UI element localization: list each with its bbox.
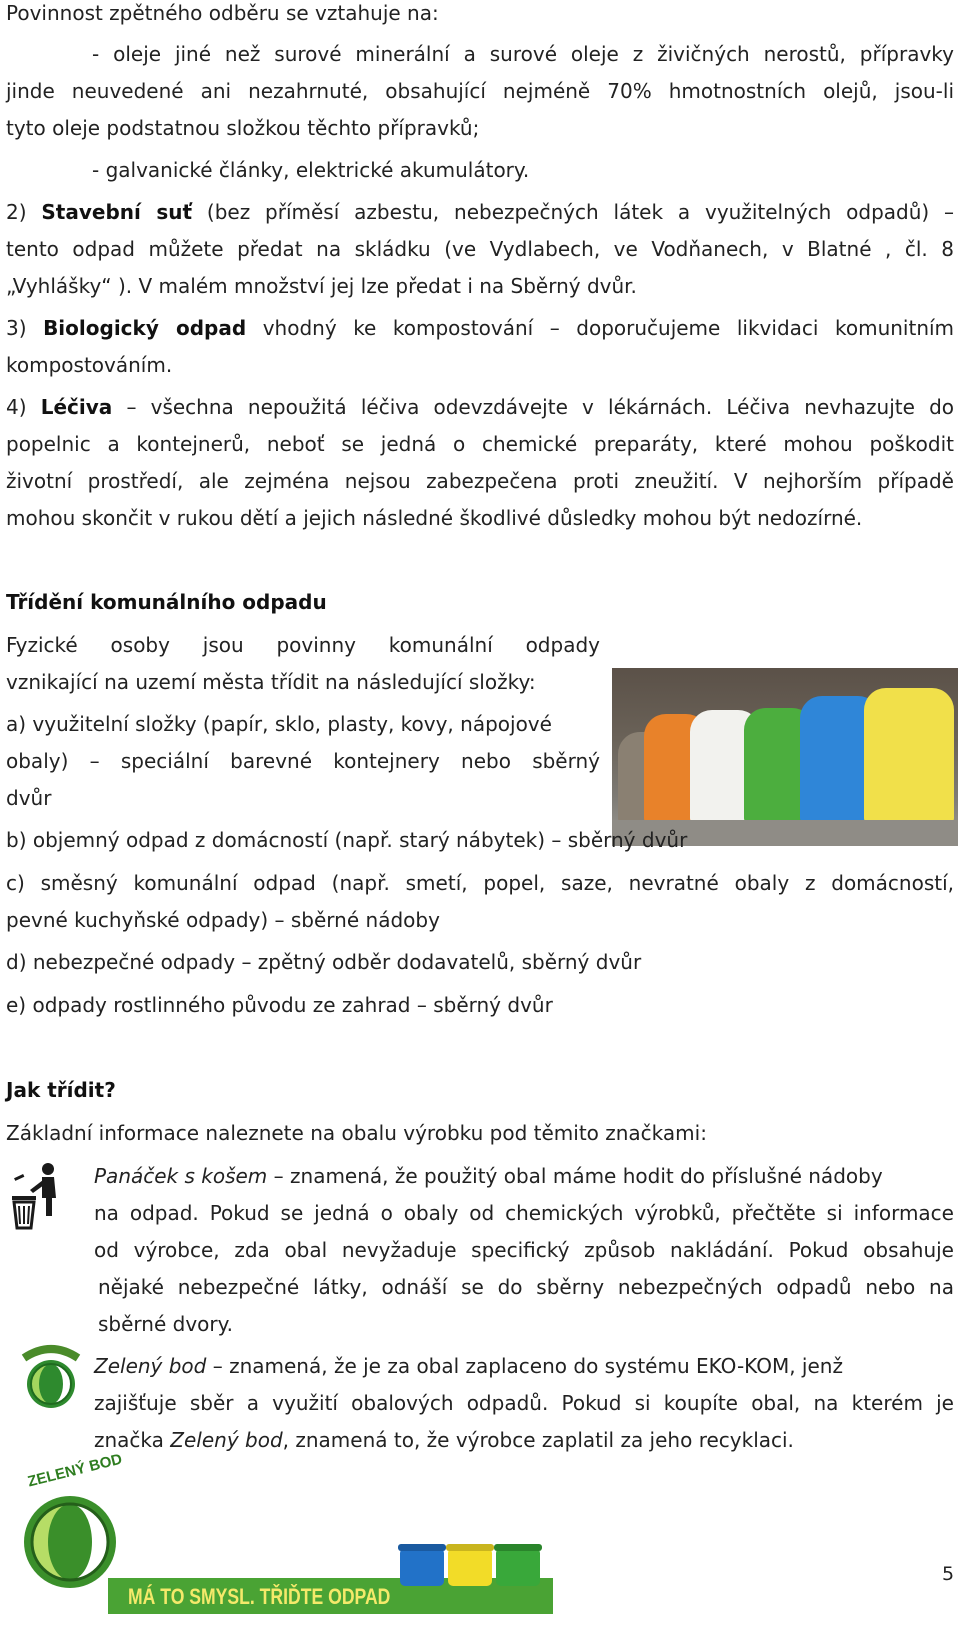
section-4-title: Léčiva bbox=[40, 395, 113, 419]
sorting-item-d: d) nebezpečné odpady – zpětný odběr dodavatelů, sběrný dvůr bbox=[6, 950, 642, 974]
section-3-line-2: kompostováním. bbox=[6, 353, 173, 377]
sorting-intro-1: Fyzické osoby jsou povinny komunální odpady bbox=[6, 633, 600, 657]
section-2-line-2: tento odpad můžete předat na skládku (ve Vydlabech, ve Vodňanech, v Blatné , čl. 8 bbox=[6, 237, 954, 261]
intro-line: Povinnost zpětného odběru se vztahuje na: bbox=[6, 1, 439, 25]
tidyman-line-5: sběrné dvory. bbox=[98, 1312, 233, 1336]
green-dot-line-1: Zelený bod – znamená, že je za obal zaplaceno do systému EKO-KOM, jenž bbox=[94, 1354, 843, 1378]
recycling-containers-photo bbox=[612, 668, 958, 846]
page-number: 5 bbox=[942, 1563, 955, 1585]
tidyman-line-3: od výrobce, zda obal nevyžaduje specifický způsob nakládání. Pokud obsahuje bbox=[94, 1238, 954, 1262]
green-dot-icon bbox=[18, 1342, 84, 1412]
oils-line-1: - oleje jiné než surové minerální a surové oleje z živičných nerostů, přípravky bbox=[92, 42, 954, 66]
green-dot-line-3: značka Zelený bod, znamená to, že výrobce zaplatil za jeho recyklaci. bbox=[94, 1428, 794, 1452]
sorting-item-c-2: pevné kuchyňské odpady) – sběrné nádoby bbox=[6, 908, 440, 932]
sorting-item-a-2: obaly) – speciální barevné kontejnery nebo sběrný bbox=[6, 749, 600, 773]
how-heading: Jak třídit? bbox=[6, 1078, 116, 1102]
green-dot-line-2: zajišťuje sběr a využití obalových odpadů. Pokud si koupíte obal, na kterém je bbox=[94, 1391, 954, 1415]
section-2-line-3: „Vyhlášky“ ). V malém množství jej lze předat i na Sběrný dvůr. bbox=[6, 274, 637, 298]
footer-slogan: MÁ TO SMYSL. TŘIĎTE ODPAD bbox=[128, 1584, 391, 1609]
oils-line-3: tyto oleje podstatnou složkou těchto přípravků; bbox=[6, 116, 480, 140]
tidyman-line-4: nějaké nebezpečné látky, odnáší se do sběrny nebezpečných odpadů nebo na bbox=[98, 1275, 954, 1299]
recycling-bins-icon bbox=[396, 1540, 546, 1588]
section-3-line-1: 3) Biologický odpad vhodný ke kompostování – doporučujeme likvidaci komunitním bbox=[6, 316, 955, 340]
sorting-item-e: e) odpady rostlinného původu ze zahrad – sběrný dvůr bbox=[6, 993, 553, 1017]
sorting-item-a-1: a) využitelní složky (papír, sklo, plasty, kovy, nápojové bbox=[6, 712, 552, 736]
sorting-item-b: b) objemný odpad z domácností (např. starý nábytek) – sběrný dvůr bbox=[6, 828, 688, 852]
batteries-line: - galvanické články, elektrické akumulátory. bbox=[92, 158, 530, 182]
tidyman-icon bbox=[6, 1160, 72, 1232]
sorting-item-a-3: dvůr bbox=[6, 786, 52, 810]
section-4-line-1: 4) Léčiva – všechna nepoužitá léčiva odevzdávejte v lékárnách. Léčiva nevhazujte do bbox=[6, 395, 955, 419]
footer-logo-text: ZELENÝ BOD bbox=[26, 1450, 124, 1491]
section-2-line-1: 2) Stavební suť (bez příměsí azbestu, nebezpečných látek a využitelných odpadů) – bbox=[6, 200, 955, 224]
how-intro: Základní informace naleznete na obalu výrobku pod těmito značkami: bbox=[6, 1121, 707, 1145]
oils-line-2: jinde neuvedené ani nezahrnuté, obsahující nejméně 70% hmotnostních olejů, jsou-li bbox=[6, 79, 954, 103]
section-2-title: Stavební suť bbox=[41, 200, 193, 224]
green-dot-label: Zelený bod bbox=[94, 1354, 207, 1378]
section-4-line-3: životní prostředí, ale zejména nejsou zabezpečena proti zneužití. V nejhorším případě bbox=[6, 469, 954, 493]
tidyman-label: Panáček s košem bbox=[94, 1164, 268, 1188]
tidyman-line-1: Panáček s košem – znamená, že použitý obal máme hodit do příslušné nádoby bbox=[94, 1164, 883, 1188]
section-3-title: Biologický odpad bbox=[43, 316, 247, 340]
section-4-line-2: popelnic a kontejnerů, neboť se jedná o chemické preparáty, které mohou poškodit bbox=[6, 432, 954, 456]
sorting-item-c-1: c) směsný komunální odpad (např. smetí, popel, saze, nevratné obaly z domácností, bbox=[6, 871, 954, 895]
section-4-line-4: mohou skončit v rukou dětí a jejich následné škodlivé důsledky mohou být nedozírné. bbox=[6, 506, 863, 530]
sorting-intro-2: vznikající na uzemí města třídit na následující složky: bbox=[6, 670, 536, 694]
tidyman-line-2: na odpad. Pokud se jedná o obaly od chemických výrobků, přečtěte si informace bbox=[94, 1201, 954, 1225]
sorting-heading: Třídění komunálního odpadu bbox=[6, 590, 327, 614]
